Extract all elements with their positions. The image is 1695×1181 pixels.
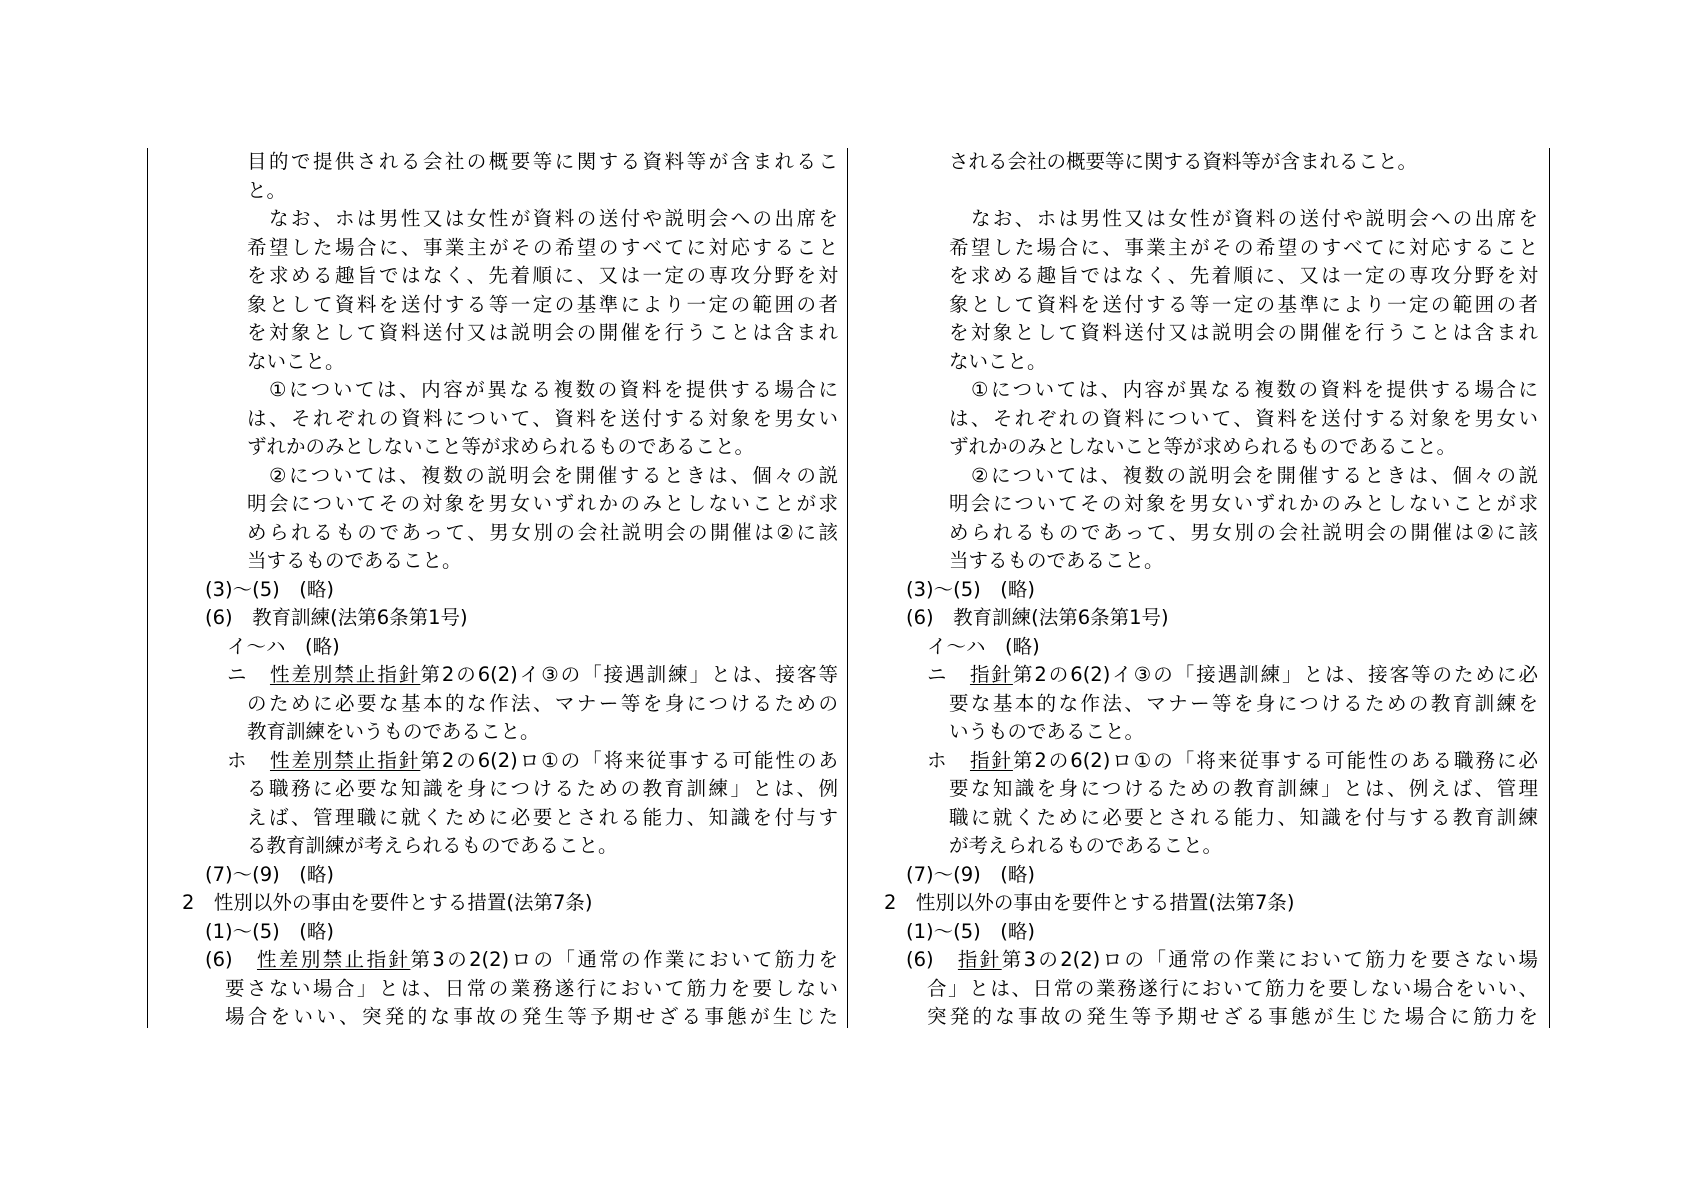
line-text: ①については、内容が異なる複数の資料を提供する場合に [269,378,838,401]
line-text: 要な基本的な作法、マナー等を身につけるための教育訓練を [949,691,1538,715]
text-line [949,547,1164,576]
line-text: 当するものであること。 [247,549,462,572]
line-text: を対象として資料送付又は説明会の開催を行うことは含まれ [949,321,1538,344]
underlined-term: 指針 [969,748,1013,772]
line-text: (6) 教育訓練(法第6条第1号) [906,606,1169,629]
item-marker: ホ [927,748,970,772]
line-text: なお、ホは男性又は女性が資料の送付や説明会への出席を [971,207,1538,230]
line-text: と。 [247,178,287,202]
line-text: 当するものであること。 [949,549,1164,572]
text-line [949,433,1456,462]
line-text: 第2の6(2)イ③の「接遇訓練」とは、接客等 [420,663,838,686]
right-column-text [0,148,1695,1028]
line-text: ②については、複数の説明会を開催するときは、個々の説 [269,463,838,487]
line-text: は、それぞれの資料について、資料を送付する対象を男女い [949,406,1538,430]
text-line [884,889,1295,918]
item-marker: ニ [927,663,970,686]
line-text: 2 性別以外の事由を要件とする措置(法第7条) [884,891,1295,914]
line-text: 希望した場合に、事業主がその希望のすべてに対応すること [949,235,1538,259]
line-text: 明会についてその対象を男女いずれかのみとしないことが求 [949,492,1538,515]
line-text: ないこと。 [247,349,345,373]
line-text: 合」とは、日常の業務遂行において筋力を要しない場合をいい、 [927,976,1538,1000]
line-text: される会社の概要等に関する資料等が含まれること。 [949,150,1418,173]
text-line [906,946,1538,975]
text-line [949,490,1538,519]
line-text: められるものであって、男女別の会社説明会の開催は②に該 [949,520,1538,544]
text-line [949,405,1538,434]
text-line [927,975,1538,1004]
text-line [906,576,1035,605]
line-text: 第2の6(2)ロ①の「将来従事する可能性のある職務に必 [1012,748,1538,772]
line-text: ずれかのみとしないこと等が求められるものであること。 [247,435,755,458]
line-text: 2 性別以外の事由を要件とする措置(法第7条) [182,891,593,914]
line-text: 教育訓練をいうものであること。 [247,720,540,743]
line-text: 第3の2(2)ロの「通常の作業において筋力を [410,948,838,971]
line-text: 希望した場合に、事業主がその希望のすべてに対応すること [247,235,838,259]
line-text: 突発的な事故の発生等予期せざる事態が生じた場合に筋力を [927,1005,1538,1028]
line-text: 第2の6(2)イ③の「接遇訓練」とは、接客等のために必 [1012,663,1538,686]
text-line [949,262,1538,291]
line-text: 目的で提供される会社の概要等に関する資料等が含まれるこ [247,150,838,173]
text-line [971,376,1538,405]
line-text: ずれかのみとしないこと等が求められるものであること。 [949,435,1457,458]
line-text: イ～ハ (略) [927,634,1040,658]
line-text: (3)～(5) (略) [906,577,1035,601]
line-text: を対象として資料送付又は説明会の開催を行うことは含まれ [247,321,838,344]
line-text: る職務に必要な知識を身につけるための教育訓練」とは、例 [247,777,838,800]
text-line [971,462,1538,491]
line-text: えば、管理職に就くために必要とされる能力、知識を付与す [247,805,838,829]
line-text: 要さない場合」とは、日常の業務遂行において筋力を要しない [225,976,838,1000]
item-marker: (6) [906,948,958,971]
line-text: ①については、内容が異なる複数の資料を提供する場合に [971,378,1538,401]
underlined-term: 指針 [957,948,1002,971]
line-text: (7)～(9) (略) [205,862,334,886]
line-text: 職に就くために必要とされる能力、知識を付与する教育訓練 [949,805,1538,829]
text-line [949,832,1222,861]
line-text: イ～ハ (略) [227,634,340,658]
text-line [906,918,1035,947]
line-text: 第2の6(2)ロ①の「将来従事する可能性のあ [420,748,838,772]
text-line [949,775,1538,804]
line-text: (3)～(5) (略) [205,577,334,601]
text-line [927,661,1538,690]
text-line [971,205,1538,234]
line-text: められるものであって、男女別の会社説明会の開催は②に該 [247,520,838,544]
underlined-term: 指針 [969,663,1013,686]
line-text: は、それぞれの資料について、資料を送付する対象を男女い [247,406,838,430]
line-text: いうものであること。 [949,720,1145,743]
text-line [949,690,1538,719]
item-marker: ニ [227,663,270,686]
line-text: 要な知識を身につけるための教育訓練」とは、例えば、管理 [949,777,1538,800]
line-text: 明会についてその対象を男女いずれかのみとしないことが求 [247,492,838,515]
text-line [927,1003,1538,1032]
line-text: を求める趣旨ではなく、先着順に、又は一定の専攻分野を対 [247,264,838,287]
line-text: (1)～(5) (略) [205,919,334,943]
line-text: を求める趣旨ではなく、先着順に、又は一定の専攻分野を対 [949,264,1538,287]
line-text: (7)～(9) (略) [906,862,1035,886]
underlined-term: 性差別禁止指針 [269,663,421,686]
line-text: 第3の2(2)ロの「通常の作業において筋力を要さない場 [1001,948,1539,971]
text-line [949,348,1047,377]
line-text: 象として資料を送付する等一定の基準により一定の範囲の者 [247,292,838,316]
text-line [927,747,1538,776]
line-text: ないこと。 [949,349,1047,373]
text-line [906,861,1035,890]
text-line [949,234,1538,263]
line-text: 場合をいい、突発的な事故の発生等予期せざる事態が生じた [225,1005,838,1028]
text-line [949,291,1538,320]
text-line [927,633,1040,662]
underlined-term: 性差別禁止指針 [256,948,411,971]
line-text: ②については、複数の説明会を開催するときは、個々の説 [971,463,1538,487]
line-text: のために必要な基本的な作法、マナー等を身につけるための [247,691,838,715]
underlined-term: 性差別禁止指針 [269,748,421,772]
line-text: が考えられるものであること。 [949,834,1223,857]
text-line [906,604,1169,633]
line-text: なお、ホは男性又は女性が資料の送付や説明会への出席を [269,207,838,230]
text-line [949,148,1417,177]
item-marker: ホ [227,748,270,772]
text-line [949,718,1144,747]
item-marker: (6) [205,948,257,971]
text-line [949,319,1538,348]
line-text: (1)～(5) (略) [906,919,1035,943]
line-text: る教育訓練が考えられるものであること。 [247,834,618,857]
line-text: (6) 教育訓練(法第6条第1号) [205,606,468,629]
text-line [949,804,1538,833]
line-text: 象として資料を送付する等一定の基準により一定の範囲の者 [949,292,1538,316]
text-line [949,519,1538,548]
